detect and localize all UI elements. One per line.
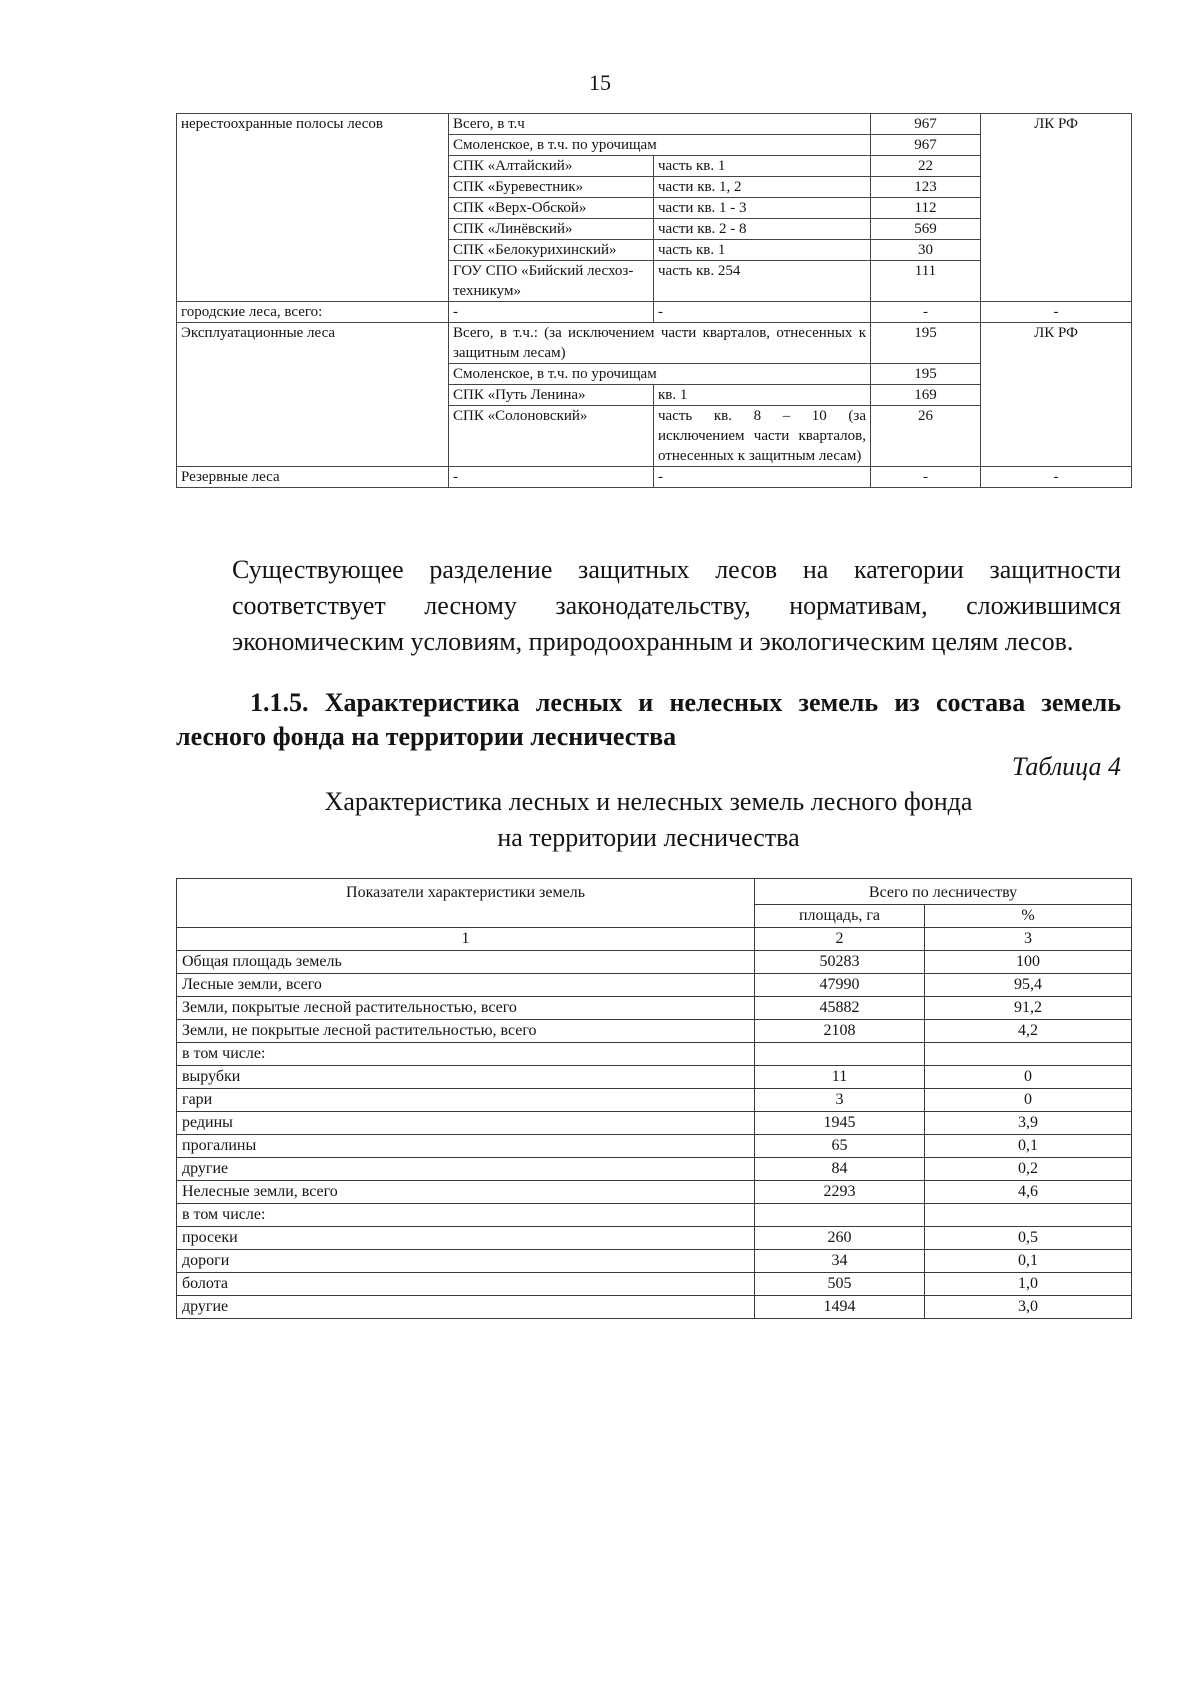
object-cell: СПК «Белокурихинский»: [449, 240, 654, 261]
legal-basis-cell: -: [981, 467, 1132, 488]
quarter-cell: -: [654, 467, 871, 488]
category-cell: Эксплуатационные леса: [177, 323, 449, 467]
indicator-cell: прогалины: [177, 1135, 755, 1158]
area-cell: 2108: [755, 1020, 925, 1043]
indicator-cell: Земли, покрытые лесной растительностью, всего: [177, 997, 755, 1020]
area-cell: 505: [755, 1273, 925, 1296]
object-cell: СПК «Путь Ленина»: [449, 385, 654, 406]
header-indicator: Показатели характеристики земель: [177, 879, 755, 928]
area-cell: -: [871, 467, 981, 488]
area-cell: 1945: [755, 1112, 925, 1135]
section-heading-line: 1.1.5. Характеристика лесных и нелесных земель из состава земель: [250, 688, 1121, 717]
area-cell: 112: [871, 198, 981, 219]
indicator-cell: просеки: [177, 1227, 755, 1250]
header-area: площадь, га: [755, 905, 925, 928]
table-row: [177, 1273, 1132, 1296]
table-row: [177, 974, 1132, 997]
quarter-cell: часть кв. 1: [654, 156, 871, 177]
area-cell: 123: [871, 177, 981, 198]
indicator-cell: Лесные земли, всего: [177, 974, 755, 997]
percent-cell: 0,1: [925, 1135, 1132, 1158]
legal-basis-cell: -: [981, 302, 1132, 323]
indicator-cell: Общая площадь земель: [177, 951, 755, 974]
percent-cell: 0,2: [925, 1158, 1132, 1181]
column-number: 2: [755, 928, 925, 951]
area-cell: 3: [755, 1089, 925, 1112]
table-row: [177, 1296, 1132, 1319]
body-paragraph: [176, 552, 1121, 660]
percent-cell: 4,2: [925, 1020, 1132, 1043]
object-cell: ГОУ СПО «Бийский лесхоз-техникум»: [449, 261, 654, 302]
area-cell: 47990: [755, 974, 925, 997]
table-row: [177, 1043, 1132, 1066]
area-cell: 65: [755, 1135, 925, 1158]
object-cell: Всего, в т.ч.: (за исключением части кварталов, отнесенных к защитным лесам): [449, 323, 871, 364]
area-cell: 50283: [755, 951, 925, 974]
table-row: [177, 997, 1132, 1020]
area-cell: 84: [755, 1158, 925, 1181]
table-header-row: [177, 879, 1132, 905]
paragraph-line: экономическим условиям, природоохранным и экологическим целям лесов.: [232, 627, 1074, 656]
category-cell: Резервные леса: [177, 467, 449, 488]
indicator-cell: дороги: [177, 1250, 755, 1273]
area-cell: 195: [871, 364, 981, 385]
indicator-cell: вырубки: [177, 1066, 755, 1089]
indicator-cell: другие: [177, 1296, 755, 1319]
object-cell: Смоленское, в т.ч. по урочищам: [449, 364, 871, 385]
area-cell: [755, 1043, 925, 1066]
table-row: [177, 1158, 1132, 1181]
quarter-cell: часть кв. 254: [654, 261, 871, 302]
object-cell: СПК «Буревестник»: [449, 177, 654, 198]
legal-basis-cell: ЛК РФ: [981, 323, 1132, 467]
table-row: [177, 951, 1132, 974]
percent-cell: 100: [925, 951, 1132, 974]
object-cell: Смоленское, в т.ч. по урочищам: [449, 135, 871, 156]
section-heading-line: лесного фонда на территории лесничества: [176, 722, 677, 751]
object-cell: Всего, в т.ч: [449, 114, 871, 135]
area-cell: -: [871, 302, 981, 323]
percent-cell: [925, 1204, 1132, 1227]
area-cell: 22: [871, 156, 981, 177]
section-heading: [176, 686, 1121, 754]
object-cell: СПК «Солоновский»: [449, 406, 654, 467]
quarter-cell: -: [654, 302, 871, 323]
area-cell: 11: [755, 1066, 925, 1089]
table-row: [177, 1066, 1132, 1089]
table-row: [177, 302, 1132, 323]
table-row: [177, 114, 1132, 135]
table-caption-line: на территории лесничества: [497, 823, 800, 852]
column-number-row: [177, 928, 1132, 951]
area-cell: 195: [871, 323, 981, 364]
area-cell: 34: [755, 1250, 925, 1273]
percent-cell: 4,6: [925, 1181, 1132, 1204]
percent-cell: 95,4: [925, 974, 1132, 997]
indicator-cell: болота: [177, 1273, 755, 1296]
area-cell: [755, 1204, 925, 1227]
land-characteristics-table: [176, 878, 1132, 1319]
table-row: [177, 467, 1132, 488]
legal-basis-cell: ЛК РФ: [981, 114, 1132, 302]
paragraph-line: Существующее разделение защитных лесов на категории защитности: [232, 555, 1121, 584]
table-caption-line: Характеристика лесных и нелесных земель лесного фонда: [324, 787, 973, 816]
paragraph-line: соответствует лесному законодательству, нормативам, сложившимся: [232, 591, 1121, 620]
indicator-cell: Земли, не покрытые лесной растительностью, всего: [177, 1020, 755, 1043]
area-cell: 1494: [755, 1296, 925, 1319]
quarter-cell: части кв. 1 - 3: [654, 198, 871, 219]
area-cell: 967: [871, 135, 981, 156]
indicator-cell: Нелесные земли, всего: [177, 1181, 755, 1204]
object-cell: -: [449, 467, 654, 488]
protective-forests-table-body: [177, 114, 1132, 488]
indicator-cell: в том числе:: [177, 1043, 755, 1066]
table-row: [177, 1135, 1132, 1158]
percent-cell: 0,1: [925, 1250, 1132, 1273]
percent-cell: 0,5: [925, 1227, 1132, 1250]
land-characteristics-table-body: [177, 879, 1132, 1319]
indicator-cell: редины: [177, 1112, 755, 1135]
category-cell: нерестоохранные полосы лесов: [177, 114, 449, 302]
area-cell: 30: [871, 240, 981, 261]
protective-forests-table: [176, 113, 1132, 488]
table-row: [177, 1204, 1132, 1227]
area-cell: 260: [755, 1227, 925, 1250]
category-cell: городские леса, всего:: [177, 302, 449, 323]
header-total: Всего по лесничеству: [755, 879, 1132, 905]
percent-cell: 3,0: [925, 1296, 1132, 1319]
table-row: [177, 1250, 1132, 1273]
quarter-cell: части кв. 2 - 8: [654, 219, 871, 240]
table-row: [177, 1181, 1132, 1204]
area-cell: 2293: [755, 1181, 925, 1204]
percent-cell: 91,2: [925, 997, 1132, 1020]
quarter-cell: кв. 1: [654, 385, 871, 406]
indicator-cell: другие: [177, 1158, 755, 1181]
column-number: 3: [925, 928, 1132, 951]
column-number: 1: [177, 928, 755, 951]
area-cell: 45882: [755, 997, 925, 1020]
table-row: [177, 1089, 1132, 1112]
area-cell: 967: [871, 114, 981, 135]
page-number: 15: [589, 70, 611, 95]
percent-cell: [925, 1043, 1132, 1066]
indicator-cell: гари: [177, 1089, 755, 1112]
object-cell: СПК «Линёвский»: [449, 219, 654, 240]
object-cell: СПК «Алтайский»: [449, 156, 654, 177]
table-row: [177, 323, 1132, 364]
table-row: [177, 1112, 1132, 1135]
percent-cell: 0: [925, 1089, 1132, 1112]
table-caption: [176, 784, 1121, 856]
indicator-cell: в том числе:: [177, 1204, 755, 1227]
table-row: [177, 1227, 1132, 1250]
percent-cell: 1,0: [925, 1273, 1132, 1296]
table-number-label: Таблица 4: [1011, 752, 1121, 781]
object-cell: СПК «Верх-Обской»: [449, 198, 654, 219]
percent-cell: 3,9: [925, 1112, 1132, 1135]
object-cell: -: [449, 302, 654, 323]
percent-cell: 0: [925, 1066, 1132, 1089]
quarter-cell: часть кв. 8 – 10 (за исключением части кварталов, отнесенных к защитным лесам): [654, 406, 871, 467]
table-row: [177, 1020, 1132, 1043]
quarter-cell: часть кв. 1: [654, 240, 871, 261]
area-cell: 26: [871, 406, 981, 467]
area-cell: 569: [871, 219, 981, 240]
header-percent: %: [925, 905, 1132, 928]
quarter-cell: части кв. 1, 2: [654, 177, 871, 198]
area-cell: 169: [871, 385, 981, 406]
area-cell: 111: [871, 261, 981, 302]
